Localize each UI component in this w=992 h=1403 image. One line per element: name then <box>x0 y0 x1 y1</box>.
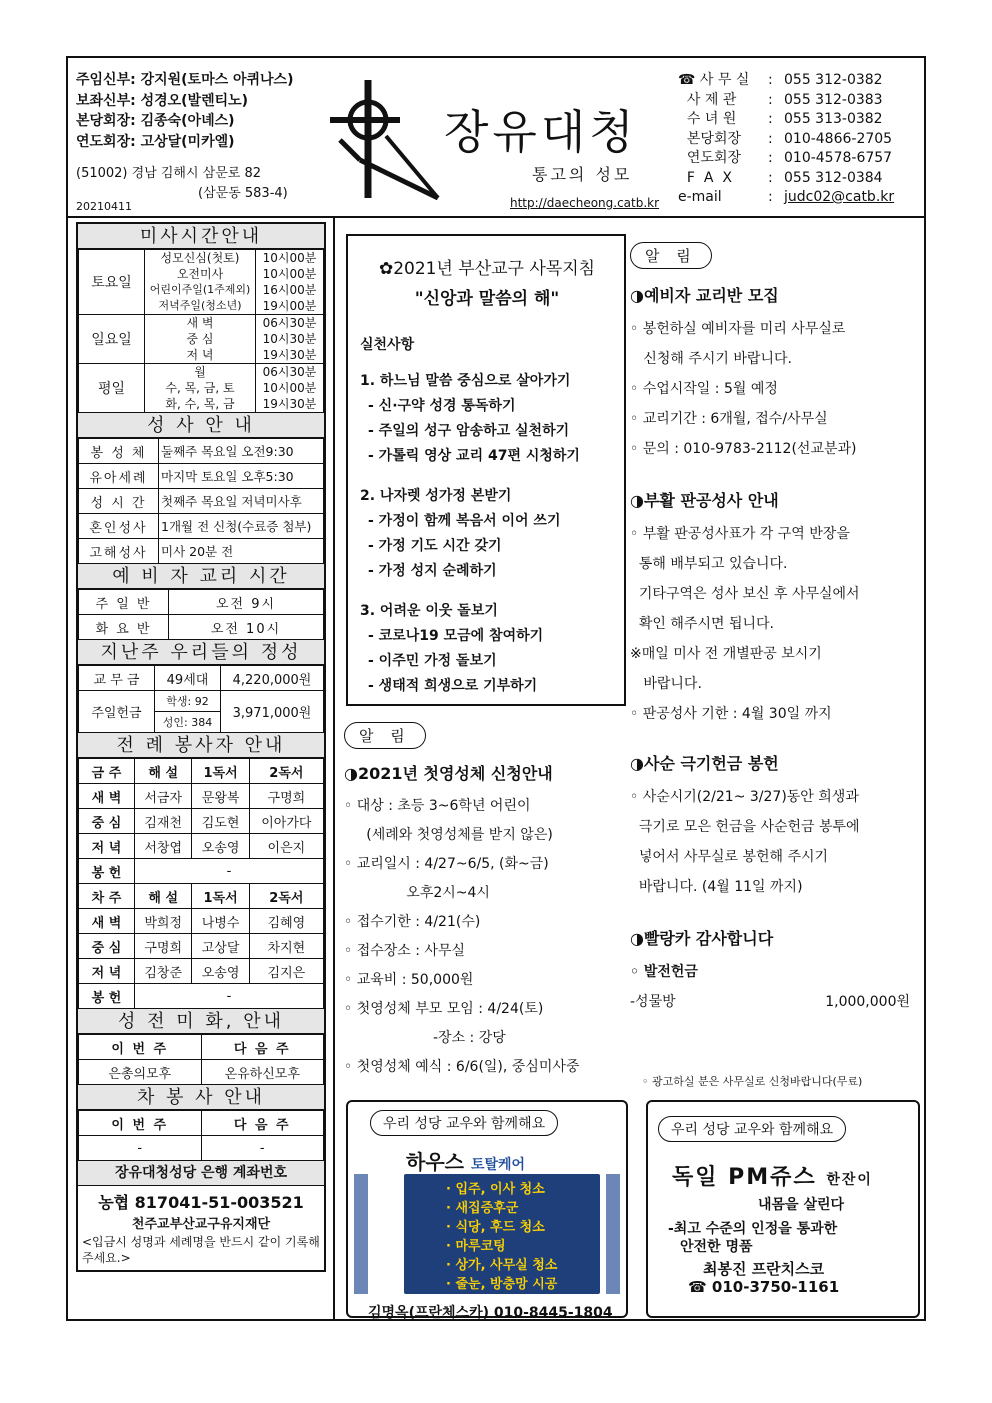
policy-group: 2. 나자렛 성가정 본받기 - 가정이 함께 복음서 이어 쓰기 - 가정 기도 시간 갖기 - 가정 성지 순례하기 <box>360 488 561 579</box>
tea-title: 차 봉 사 안내 <box>78 1085 324 1110</box>
liturgy-table <box>78 758 324 1009</box>
notice-pill: 알 림 <box>630 242 712 269</box>
table-row: 혼인성사 1개월 전 신청(수료증 첨부) <box>79 514 324 539</box>
bulletin-sheet <box>66 56 926 1321</box>
address: (51002) 경남 김해시 삼문로 82 <box>76 166 262 181</box>
policy-group: 3. 어려운 이웃 돌보기 - 코로나19 모금에 참여하기 - 이주민 가정 돌보기 - 생태적 희생으로 기부하기 <box>360 603 544 694</box>
policy-group: 1. 하느님 말씀 중심으로 살아가기 - 신·구약 성경 통독하기 - 주일의 성구 암송하고 실천하기 - 가톨릭 영상 교리 47편 시청하기 <box>360 373 580 464</box>
sacrament-table <box>78 438 324 564</box>
left-column <box>76 222 326 1272</box>
staff-line: 보좌신부: 성경오(발렌티노) <box>76 92 249 109</box>
table-row: 성인: 384 <box>79 712 324 733</box>
liturgy-title: 전 례 봉사자 안내 <box>78 733 324 758</box>
bank-info <box>78 1186 324 1270</box>
ad-pm: 우리 성당 교우와 함께해요 독일 PM쥬스 한잔이 내몸을 살린다 -최고 수준의 인정을 통과한 안전한 명품 최봉진 프란치스코 ☎ 010-3750-1161 <box>646 1100 920 1318</box>
table-row: - - <box>79 1136 324 1161</box>
ad-note: ◦ 광고하실 분은 사무실로 신청바랍니다(무료) <box>642 1075 863 1088</box>
decor-bar <box>354 1174 368 1294</box>
table-row: 평일 월 수, 목, 금, 토 화, 수, 목, 금 06시30분 10시00분 19시30분 <box>79 364 324 413</box>
contact-row: 수 녀 원 : 055 313-0382 <box>678 111 883 127</box>
table-row: 중 심 김재천 김도현 이아가다 <box>79 809 324 834</box>
table-row: 차 주 해 설 1독서 2독서 <box>79 884 324 909</box>
offering-table <box>78 665 324 733</box>
contact-row: 본당회장 : 010-4866-2705 <box>678 130 893 147</box>
ad-house <box>346 1100 628 1321</box>
house-logo: 하우스 토탈케어 <box>406 1150 526 1174</box>
website-link[interactable]: http://daecheong.catb.kr <box>510 196 660 210</box>
mass-title: 미사시간안내 <box>78 224 324 249</box>
staff-line: 주임신부: 강지원(토마스 아퀴나스) <box>76 72 294 88</box>
email-link[interactable]: judc02@catb.kr <box>784 189 895 205</box>
ad-tag: 우리 성당 교우와 함께해요 <box>370 1110 558 1136</box>
bank-owner: 천주교부산교구유지재단 <box>131 1217 271 1232</box>
table-row: 새 벽 서금자 문왕복 구명희 <box>79 784 324 809</box>
notice-pill: 알 림 <box>344 722 426 749</box>
table-row: 유아세례 마지막 토요일 오후5:30 <box>79 464 324 489</box>
contact-list <box>678 71 894 208</box>
table-row: 은총의모후 온유하신모후 <box>79 1060 324 1085</box>
table-row: 주 일 반 오전 9시 <box>79 590 324 615</box>
table-row: 이 번 주 다 음 주 <box>79 1111 324 1136</box>
communion-notice: 알 림 ◑2021년 첫영성체 신청안내 ◦ 대상 : 초등 3~6학년 어린이 (세례와 첫영성체를 받지 않은) ◦ 교리일시 : 4/27~6/5, (화~금) 오후2시~4시 ◦ 접수기한 : 4/21(수) ◦ 접수장소 : 사무실 ◦ 교육비 : 50,000원 ◦ 첫영성체 부모 모임 : 4/24(토) -장소 : 강당 ◦ 첫영성체 예식 : 6/6(일), 중심미사중 <box>344 722 634 1082</box>
table-row: 일요일 새 벽 중 심 저 녁 06시30분 10시30분 19시30분 <box>79 315 324 364</box>
diocese-emblem-icon: ✿ <box>378 259 394 279</box>
contact-row: F A X : 055 312-0384 <box>678 169 883 186</box>
mass-table <box>78 249 324 413</box>
table-row: 새 벽 박희정 나병수 김혜영 <box>79 909 324 934</box>
tea-table <box>78 1110 324 1161</box>
table-row: 봉 헌 - <box>79 984 324 1009</box>
column-divider <box>333 218 335 1321</box>
offering-title: 지난주 우리들의 정성 <box>78 640 324 665</box>
parish-subtitle: 통고의 성모 <box>532 165 633 184</box>
staff-list <box>76 70 293 152</box>
table-row: 금 주 해 설 1독서 2독서 <box>79 759 324 784</box>
bank-note: <입금시 성명과 세례명을 반드시 같이 기록해 주세요.> <box>82 1235 320 1265</box>
table-row: 토요일 성모신심(첫토) 오전미사 어린이주일(1주제외) 저녁주일(청소년) 10시00분 10시00분 16시00분 19시00분 <box>79 250 324 315</box>
decor-bar <box>606 1174 620 1294</box>
table-row: 중 심 구명희 고상달 차지현 <box>79 934 324 959</box>
table-row: 이 번 주 다 음 주 <box>79 1035 324 1060</box>
contact-row: e-mail : judc02@catb.kr <box>678 188 894 208</box>
right-notices: 알 림 ◑예비자 교리반 모집 ◦ 봉헌하실 예비자를 미리 사무실로 신청해 주시기 바랍니다. ◦ 수업시작일 : 5월 예정 ◦ 교리기간 : 6개월, 접수/사무실 ◦ 문의 : 010-9783-2112(선교분과) ◑부활 판공성사 안내 ◦ 부활 판공성사표가 각 구역 반장을 통해 배부되고 있습니다. 기타구역은 성사 보신 후 사무실에서 확인 해주시면 됩니다. ※매일 미사 전 개별판공 보시기 바랍니다. ◦ 판공성사 기한 : 4월 30일 까지 ◑사순 극기헌금 봉헌 ◦ 사순시기(2/21~ 3/27)동안 희생과 극기로 모은 헌금을 사순헌금 봉투에 넣어서 사무실로 봉헌해 주시기 바랍니다. (4월 11일 까지) ◑빨랑카 감사합니다 ◦ 발전헌금 -성물방 1,000,000원 <box>630 242 922 1017</box>
table-row: 주일헌금 학생: 92 3,971,000원 <box>79 691 324 712</box>
table-row: 교 무 금 49세대 4,220,000원 <box>79 666 324 691</box>
flowers-table <box>78 1034 324 1085</box>
contact-row: 연도회장 : 010-4578-6757 <box>678 150 893 166</box>
parish-title: 장유대청 <box>444 105 638 159</box>
bank-title: 장유대청성당 은행 계좌번호 <box>78 1161 324 1186</box>
staff-line: 본당회장: 김종숙(아녜스) <box>76 113 235 129</box>
staff-line: 연도회장: 고상달(미카엘) <box>76 133 235 150</box>
contact-row: ☎ 사 무 실 : 055 312-0382 <box>678 72 883 88</box>
table-row: 저 녁 서창엽 오송영 이은지 <box>79 834 324 859</box>
house-services: · 입주, 이사 청소 · 새집증후군 · 식당, 후드 청소 · 마루코팅 · 상가, 사무실 청소 · 줄눈, 방충망 시공 <box>404 1174 600 1294</box>
address-sub: (삼문동 583-4) <box>198 186 288 201</box>
table-row: 봉 성 체 둘째주 목요일 오전9:30 <box>79 439 324 464</box>
ad-tag: 우리 성당 교우와 함께해요 <box>658 1116 846 1142</box>
contact-row: 사 제 관 : 055 312-0383 <box>678 91 883 108</box>
header <box>68 58 924 218</box>
table-row: 화 요 반 오전 10시 <box>79 615 324 640</box>
bank-account: 농협 817041-51-003521 <box>98 1193 304 1212</box>
table-row: 성 시 간 첫째주 목요일 저녁미사후 <box>79 489 324 514</box>
flowers-title: 성 전 미 화, 안내 <box>78 1009 324 1034</box>
policy-title: ✿2021년 부산교구 사목지침 <box>378 259 596 279</box>
issue-date: 20210411 <box>76 200 132 213</box>
house-contact: 김명옥(프란체스카) 010-8445-1804 <box>368 1305 613 1321</box>
table-row: 고해성사 미사 20분 전 <box>79 539 324 564</box>
catechumen-title: 예 비 자 교리 시간 <box>78 564 324 589</box>
sacrament-title: 성 사 안 내 <box>78 413 324 438</box>
catechumen-table <box>78 589 324 640</box>
policy-section: 실천사항 <box>360 337 415 353</box>
cross-logo-icon <box>330 80 440 200</box>
policy-box <box>346 234 626 706</box>
policy-motto: "신앙과 말씀의 해" <box>414 289 560 309</box>
table-row: 저 녁 김창준 오송영 김지은 <box>79 959 324 984</box>
table-row: 봉 헌 - <box>79 859 324 884</box>
